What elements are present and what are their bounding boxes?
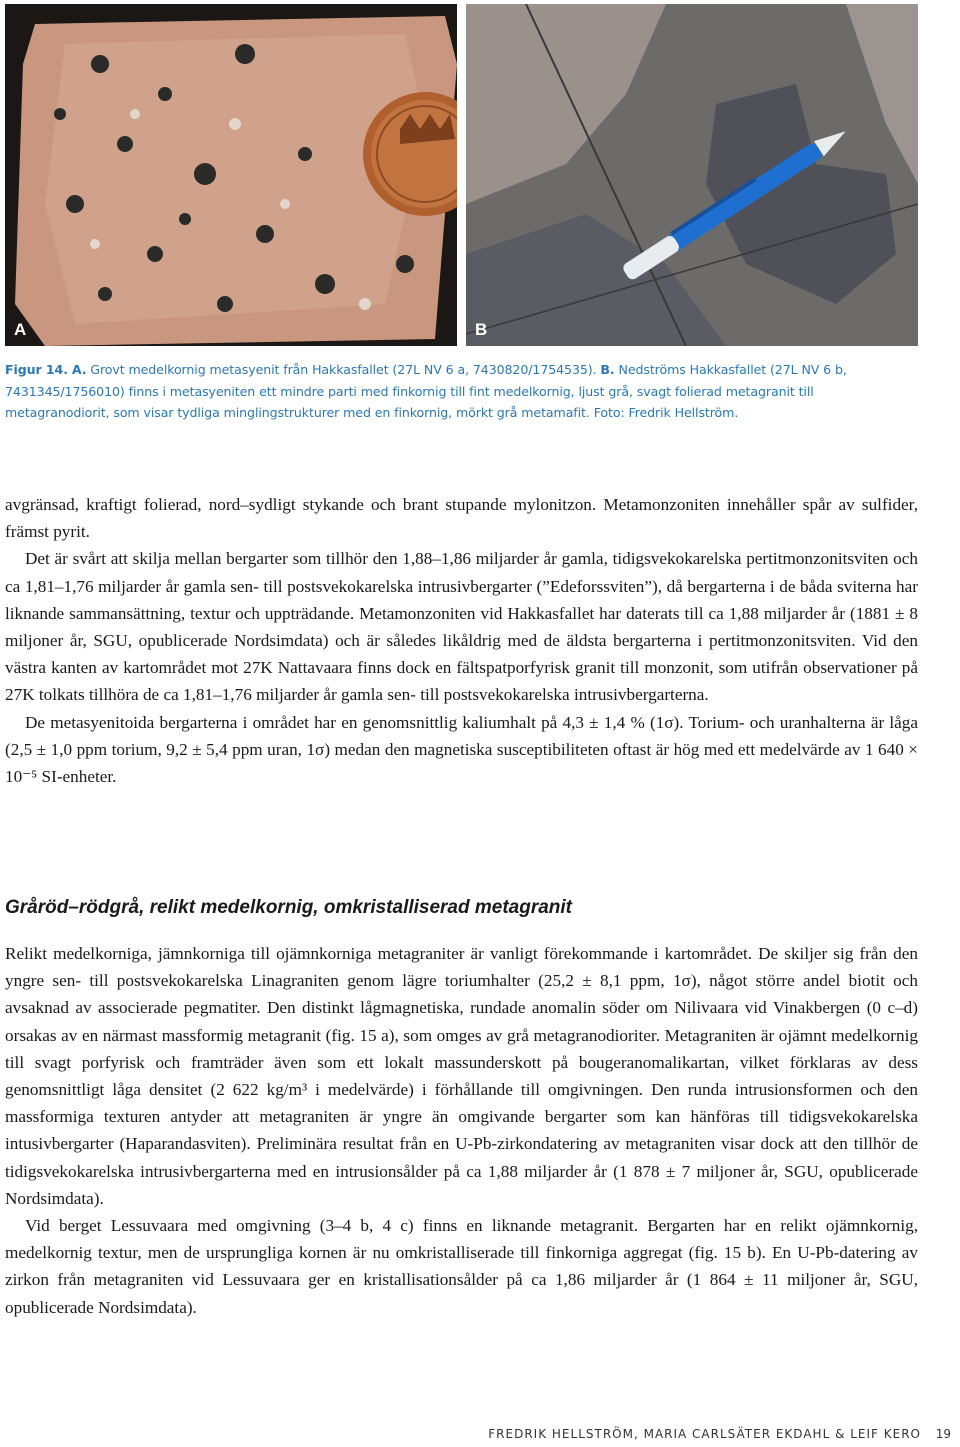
paragraph: Relikt medelkorniga, jämnkorniga till ojämnkorniga metagraniter är vanligt förekommande i kartområdet. De skiljer sig från den yngre sen- till postsvekokarelska Linagraniten genom lägre toriumhalter (25,2 ± 8,1 ppm, 1σ), något större andel biotit och avsaknad av associerade pegmatiter. Den distinkt lågmagnetiska, rundade anomalin söder om Nilivaara vid Vinakbergen (0 c–d) orsakas av en närmast massformig metagranit (fig. 15 a), som omges av grå metagranodioriter. Metagraniten är ojämnt medelkornig till svagt porfyrisk och framträder även som ett lokalt massunderskott på bougeranomalikartan, vilket förklaras av dess genomsnittligt låga densitet (2 622 kg/m³ i medelvärde) i förhållande till omgivningen. Den runda intrusionsformen och den massformiga texturen antyder att metagraniten är yngre än omgivande bergarter som kan hänföras till tidigsvekokarelska intusivbergarter (Haparandasviten). Preliminära resultat från en U-Pb-zirkondatering av metagraniten visar dock att den tillhör de tidigsvekokarelska intrusivbergarterna med en intrusionsålder på ca 1,88 miljarder år (1 878 ± 7 miljoner år, SGU, opublicerade Nordsimdata). xyxy=(5,944,918,1208)
caption-credit: Foto: Fredrik Hellström. xyxy=(593,405,739,420)
footer-authors: FREDRIK HELLSTRÖM, MARIA CARLSÄTER EKDAHL & LEIF KERO xyxy=(488,1427,921,1441)
section-heading: Gråröd–rödgrå, relikt medelkornig, omkristalliserad metagranit xyxy=(5,897,573,918)
caption-prefix: Figur 14. xyxy=(5,362,68,377)
caption-a-label: A. xyxy=(71,362,87,377)
caption-b-label: B. xyxy=(600,362,615,377)
figure-photos xyxy=(5,4,918,346)
page-number: 19 xyxy=(935,1427,951,1441)
paragraph: avgränsad, kraftigt folierad, nord–sydligt stykande och brant stupande mylonitzon. Metamonzoniten innehåller spår av sulfider, främst pyrit. xyxy=(5,495,918,542)
paragraph: Det är svårt att skilja mellan bergarter som tillhör den 1,88–1,86 miljarder år gamla, tidigsvekokarelska pertitmonzonitsviten och ca 1,81–1,76 miljarder år gamla sen- till postsvekokarelska intrusivbergarter (”Edeforssviten”), då bergarterna i de båda sviterna har liknande sammansättning, textur och uppträdande. Metamonzoniten vid Hakkasfallet har daterats till ca 1,88 miljarder år (1881 ± 8 miljoner år, SGU, opublicerade Nordsimdata) och är således likåldrig med de äldsta bergarterna i pertitmonzonitsviten. Vid den västra kanten av kartområdet mot 27K Nattavaara finns dock en fältspatporfyrisk granit till monzonit, som utifrån observationer på 27K tolkats tillhöra de ca 1,81–1,76 miljarder år gamla sen- till postsvekokarelska intrusivbergarterna. xyxy=(5,549,918,705)
photo-b-mingling xyxy=(466,4,918,346)
figure-caption xyxy=(5,359,918,424)
rock-sample-image xyxy=(5,4,457,346)
caption-a-text: Grovt medelkornig metasyenit från Hakkasfallet (27L NV 6 a, 7430820/1754535). xyxy=(90,362,597,377)
body-section-2 xyxy=(5,940,918,1321)
caption-b-text: Nedströms Hakkasfallet (27L NV 6 b, 7431345/1756010) finns i metasyeniten ett mindre parti med finkornig till fint medelkornig, ljust grå, svagt folierad metagranit till metagranodiorit, som visar tydliga minglingstrukturer med en finkornig, mörkt grå metamafit. xyxy=(5,362,847,420)
paragraph: De metasyenitoida bergarterna i området har en genomsnittlig kaliumhalt på 4,3 ± 1,4 % (1σ). Torium- och uranhalterna är låga (2,5 ± 1,0 ppm torium, 9,2 ± 5,4 ppm uran, 1σ) medan den magnetiska susceptibiliteten oftast är hög med ett medelvärde av 1 640 × 10⁻⁵ SI-enheter. xyxy=(5,712,918,787)
panel-label-b: B xyxy=(475,320,488,339)
body-section-1 xyxy=(5,491,918,790)
paragraph: Vid berget Lessuvaara med omgivning (3–4 b, 4 c) finns en liknande metagranit. Bergarten har en relikt ojämnkornig, medelkornig textur, men de ursprungliga kornen är nu omkristalliserade till finkorniga aggregat (fig. 15 b). En U-Pb-datering av zirkon från metagraniten vid Lessuvaara ger en kristallisationsålder på ca 1,86 miljarder år (1 864 ± 11 miljoner år, SGU, opublicerade Nordsimdata). xyxy=(5,1216,918,1317)
photo-a-metasyenite xyxy=(5,4,457,346)
panel-label-a: A xyxy=(14,320,27,339)
outcrop-image xyxy=(466,4,918,346)
